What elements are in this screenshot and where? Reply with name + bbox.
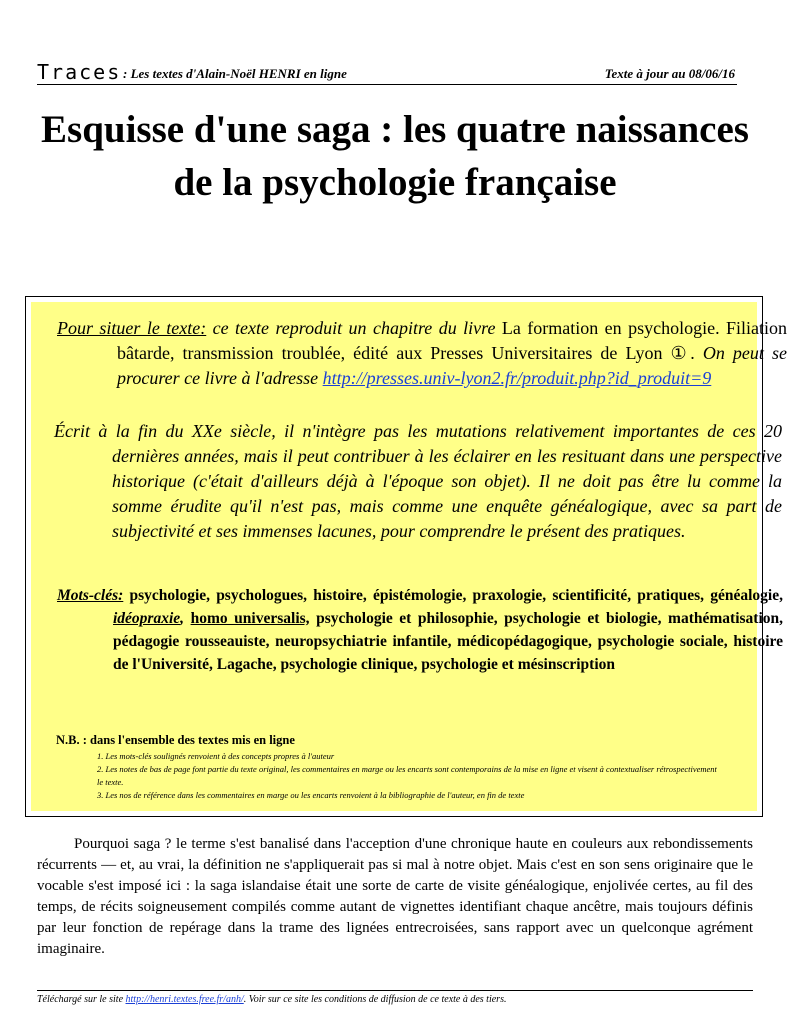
situer-label: Pour situer le texte: xyxy=(57,318,207,338)
footer-link[interactable]: http://henri.textes.free.fr/anh/ xyxy=(125,994,244,1005)
context-box-background xyxy=(31,302,787,811)
nb-item: 3. Les nos de référence dans les commentaires en marge ou les encarts renvoient à la bibliographie de l'auteur, en fin de texte xyxy=(97,790,525,800)
nb-label: N.B. xyxy=(56,733,80,747)
procure-text: On peut se procurer ce livre à l'adresse xyxy=(117,343,787,388)
keywords-part-1: psychologie, psychologues, histoire, épistémologie, praxologie, scientificité, pratiques, généalogie, xyxy=(123,587,783,604)
situer-intro: ce texte reproduit un chapitre du livre xyxy=(206,318,502,338)
book-title: La formation en psychologie. Filiation bâtarde, transmission troublée, édité aux Presses Universitaires de Lyon ①. xyxy=(117,318,787,363)
nb-heading xyxy=(56,733,295,748)
context-box xyxy=(25,296,787,817)
keyword-ideopraxie[interactable]: idéopraxie xyxy=(113,610,181,627)
keyword-homo-universalis[interactable]: homo universalis, xyxy=(190,610,310,627)
nb-item: 2. Les notes de bas de page font partie du texte original, les commentaires en marge ou les encarts sont contemporains de la mise en ligne et visent à contextualiser rétrospectivement le texte. xyxy=(97,764,717,787)
footer-prefix: Téléchargé sur le site xyxy=(37,994,126,1005)
nb-item: 1. Les mots-clés soulignés renvoient à des concepts propres à l'auteur xyxy=(97,751,335,761)
nb-rest: : dans l'ensemble des textes mis en ligne xyxy=(79,733,295,747)
header-subtitle: : Les textes d'Alain-Noël HENRI en ligne xyxy=(123,66,347,81)
book-link[interactable]: http://presses.univ-lyon2.fr/produit.php?id_produit=9 xyxy=(322,368,712,388)
ecrit-paragraph: Écrit à la fin du XXe siècle, il n'intègre pas les mutations relativement importantes de ces 20 dernières années, mais il peut contribuer à les éclairer en les resituant dans une perspective historique (c'était d'ailleurs déjà à l'époque son objet). Il ne doit pas être lu comme la somme érudite qu'il n'est pas, mais comme une enquête généalogique, avec sa part de subjectivité et ses immenses lacunes, pour comprendre le présent des pratiques. xyxy=(54,421,782,541)
keywords-separator: , xyxy=(180,610,191,627)
page-footer xyxy=(37,990,753,1005)
document-title: Esquisse d'une saga : les quatre naissances de la psychologie française xyxy=(41,108,749,204)
footer-suffix: . Voir sur ce site les conditions de diffusion de ce texte à des tiers. xyxy=(243,994,507,1005)
keywords-part-2: psychologie et philosophie, psychologie et biologie, mathématisation, pédagogie rousseauiste, neuropsychiatrie infantile, médicopédagogique, psychologie sociale, histoire de l'Université, Lagache, psychologie clinique, psychologie et mésinscription xyxy=(113,610,783,673)
nb-list xyxy=(97,750,717,802)
page-header xyxy=(37,60,737,85)
header-date: Texte à jour au 08/06/16 xyxy=(604,66,735,81)
keywords-paragraph xyxy=(57,584,783,676)
keywords-label: Mots-clés: xyxy=(57,587,124,604)
situer-paragraph xyxy=(57,316,787,391)
body-paragraph: Pourquoi saga ? le terme s'est banalisé dans l'acception d'une chronique haute en couleurs aux rebondissements récurrents — et, au vrai, la définition ne s'appliquerait pas si mal à notre objet. Mais c'est en son sens originaire que le vocable s'est imposé ici : la saga islandaise était une sorte de carte de visite généalogique, enjolivée certes, au fil des temps, de récits soigneusement compilés comme autant de vignettes identifiant chaque ancêtre, mais toujours définis par leur fonction de repérage dans la trame des lignées entrecroisées, sans rapport avec un quelconque agrément imaginaire. xyxy=(37,836,753,957)
brand-logo: Traces xyxy=(37,60,122,84)
